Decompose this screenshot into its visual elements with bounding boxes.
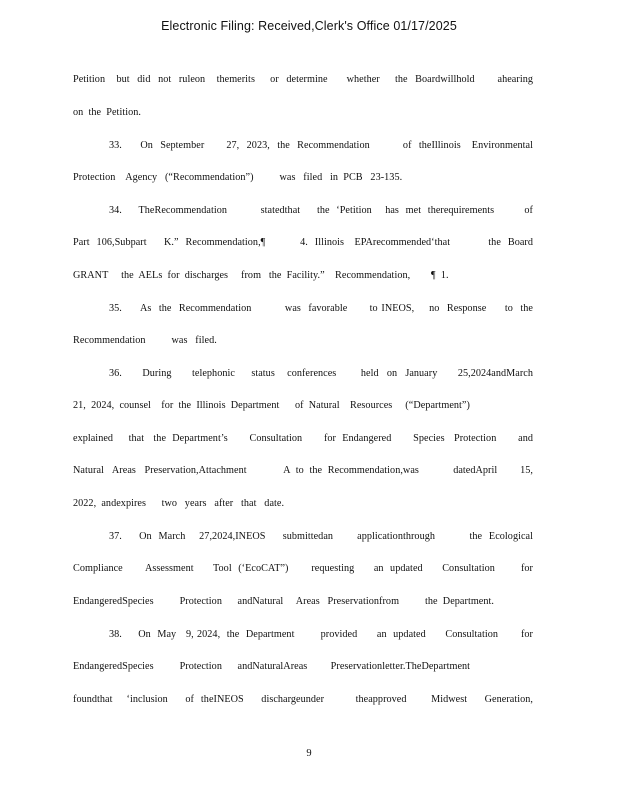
body-line: Petition but did not ruleon themerits or determine whether the Boardwillhold ahearing	[73, 74, 533, 85]
paragraph-35-line: 35. As the Recommendation was favorable to INEOS, no Response to the	[109, 303, 533, 314]
paragraph-34-line: 34. TheRecommendation statedthat the ‘Petition has met therequirements of	[109, 205, 533, 216]
paragraph-37-line: 37. On March 27,2024,INEOS submittedan applicationthrough the Ecological	[109, 531, 533, 542]
body-line: Protection Agency (“Recommendation”) was filed in PCB 23-135.	[73, 172, 403, 183]
body-line: explained that the Department’s Consultation for Endangered Species Protection and	[73, 433, 533, 444]
paragraph-36-line: 36. During telephonic status conferences held on January 25,2024andMarch	[109, 368, 533, 379]
page-number: 9	[306, 748, 312, 759]
body-line: Compliance Assessment Tool (‘EcoCAT”) requesting an updated Consultation for	[73, 563, 533, 574]
body-line: on the Petition.	[73, 107, 141, 118]
body-line: foundthat ‘inclusion of theINEOS dischargeunder theapproved Midwest Generation,	[73, 694, 533, 705]
body-line: Part 106,Subpart K.” Recommendation,¶ 4. Illinois EPArecommended‘that the Board	[73, 237, 533, 248]
body-line: GRANT the AELs for discharges from the Facility.” Recommendation, ¶ 1.	[73, 270, 449, 281]
electronic-filing-header: Electronic Filing: Received,Clerk's Office 01/17/2025	[161, 19, 457, 33]
paragraph-38-line: 38. On May 9, 2024, the Department provided an updated Consultation for	[109, 629, 533, 640]
body-line: Natural Areas Preservation,Attachment A to the Recommendation,was datedApril 15,	[73, 465, 533, 476]
body-line: 2022, andexpires two years after that date.	[73, 498, 285, 509]
body-line: EndangeredSpecies Protection andNatural Areas Preservationfrom the Department.	[73, 596, 494, 607]
body-line: 21, 2024, counsel for the Illinois Department of Natural Resources (“Department”)	[73, 400, 470, 411]
paragraph-33-line: 33. On September 27, 2023, the Recommendation of theIllinois Environmental	[109, 140, 533, 151]
body-line: Recommendation was filed.	[73, 335, 217, 346]
body-line: EndangeredSpecies Protection andNaturalAreas Preservationletter.TheDepartment	[73, 661, 471, 672]
